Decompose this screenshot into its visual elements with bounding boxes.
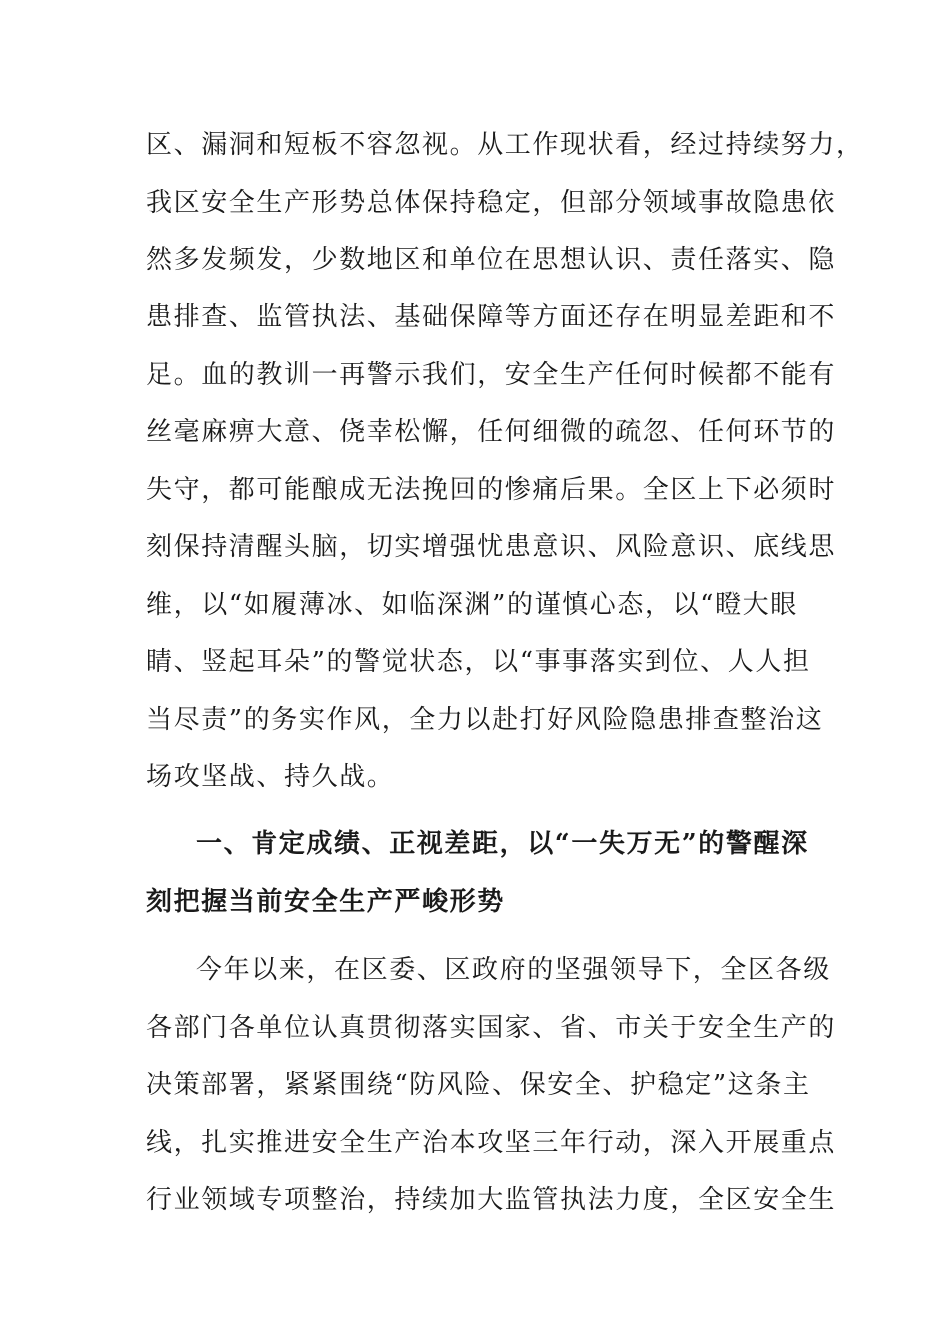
paragraph1-line: 失守，都可能酿成无法挽回的惨痛后果。全区上下必须时 [146, 475, 837, 505]
paragraph2-line: 各部门各单位认真贯彻落实国家、省、市关于安全生产的 [146, 1013, 837, 1043]
section-heading-line: 一、肯定成绩、正视差距，以“一失万无”的警醒深 [196, 829, 809, 859]
paragraph1-line: 区、漏洞和短板不容忽视。从工作现状看，经过持续努力， [146, 130, 864, 160]
paragraph2-line: 决策部署，紧紧围绕“防风险、保安全、护稳定”这条主 [146, 1070, 811, 1100]
paragraph2-line: 线，扎实推进安全生产治本攻坚三年行动，深入开展重点 [146, 1128, 837, 1158]
paragraph1-line: 场攻坚战、持久战。 [146, 762, 395, 792]
paragraph1-line: 刻保持清醒头脑，切实增强忧患意识、风险意识、底线思 [146, 532, 837, 562]
paragraph1-line: 患排查、监管执法、基础保障等方面还存在明显差距和不 [146, 302, 837, 332]
paragraph1-line: 维，以“如履薄冰、如临深渊”的谨慎心态，以“瞪大眼 [146, 590, 798, 620]
paragraph1-line: 足。血的教训一再警示我们，安全生产任何时候都不能有 [146, 360, 837, 390]
paragraph1-line: 然多发频发，少数地区和单位在思想认识、责任落实、隐 [146, 245, 837, 275]
paragraph2-line: 今年以来，在区委、区政府的坚强领导下，全区各级 [196, 955, 831, 985]
paragraph1-line: 丝毫麻痹大意、侥幸松懈，任何细微的疏忽、任何环节的 [146, 417, 837, 447]
section-heading-line: 刻把握当前安全生产严峻形势 [146, 887, 505, 917]
paragraph2-line: 行业领域专项整治，持续加大监管执法力度，全区安全生 [146, 1185, 837, 1215]
paragraph1-line: 睛、竖起耳朵”的警觉状态，以“事事落实到位、人人担 [146, 647, 811, 677]
paragraph1-line: 我区安全生产形势总体保持稳定，但部分领域事故隐患依 [146, 188, 837, 218]
paragraph1-line: 当尽责”的务实作风，全力以赴打好风险隐患排查整治这 [146, 705, 824, 735]
